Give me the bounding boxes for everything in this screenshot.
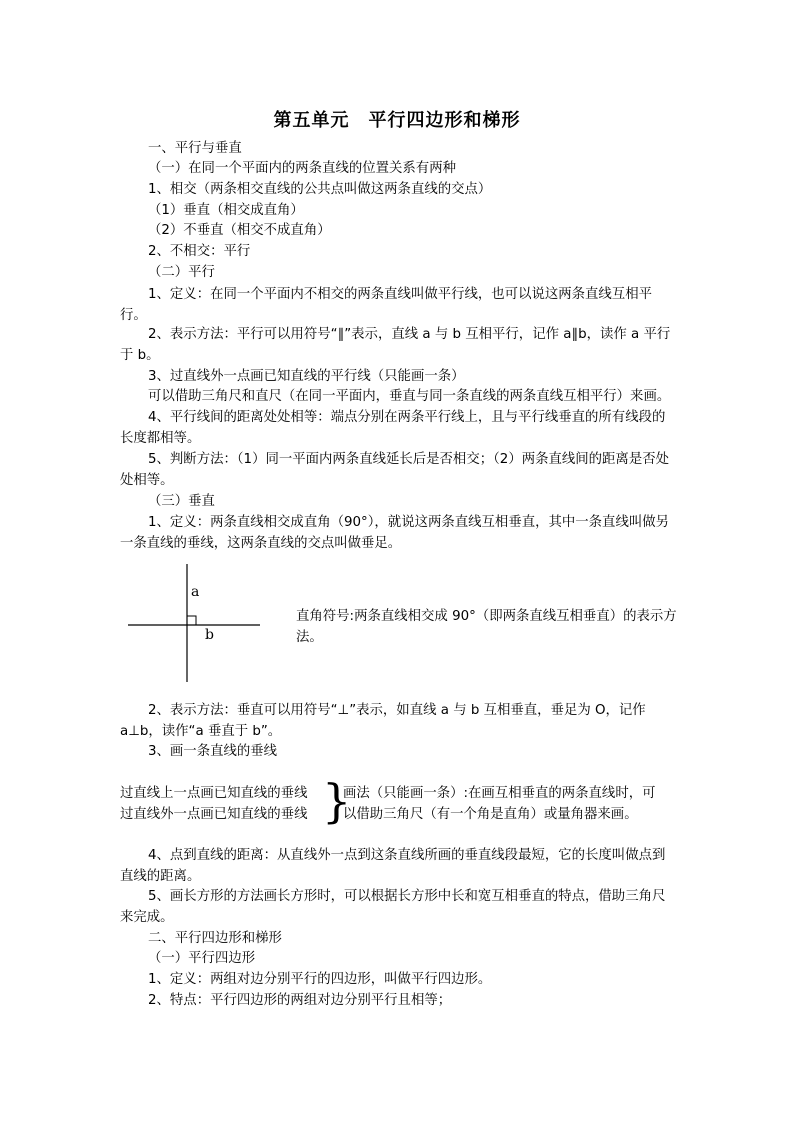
text-line: 可以借助三角尺和直尺（在同一平面内，垂直与同一条直线的两条直线互相平行）来画。 — [148, 389, 671, 404]
subsection-heading: （二）平行 — [148, 265, 215, 280]
brace-symbol: } — [322, 774, 352, 828]
subsection-heading: （一）平行四边形 — [148, 951, 256, 966]
paragraph: 4、点到直线的距离：从直线外一点到这条直线所画的垂直线段最短，它的长度叫做点到直线的距离。 — [120, 848, 666, 884]
text-line: （1）垂直（相交成直角） — [148, 203, 304, 218]
text-line: （2）不垂直（相交不成直角） — [148, 223, 331, 238]
paragraph: 1、定义：两条直线相交成直角（90°），就说这两条直线互相垂直，其中一条直线叫做另一条直线的垂线，这两条直线的交点叫做垂足。 — [120, 515, 670, 551]
method-line: 以借助三角尺（有一个角是直角）或量角器来画。 — [343, 807, 638, 822]
perpendicular-lines-figure — [128, 562, 263, 684]
paragraph: 1、定义：在同一个平面内不相交的两条直线叫做平行线，也可以说这两条直线互相平行。 — [120, 287, 652, 323]
text-line: 2、特点：平行四边形的两组对边分别平行且相等； — [148, 993, 452, 1008]
text-line: 2、不相交：平行 — [148, 244, 251, 259]
paragraph: 2、表示方法：垂直可以用符号“⊥”表示，如直线 a 与 b 互相垂直，垂足为 O，记作 a⊥b，读作“a 垂直于 b”。 — [120, 703, 646, 739]
text-line: 1、相交（两条相交直线的公共点叫做这两条直线的交点） — [148, 182, 492, 197]
method-line: 过直线外一点画已知直线的垂线 — [120, 807, 308, 822]
paragraph: 5、画长方形的方法画长方形时，可以根据长方形中长和宽互相垂直的特点，借助三角尺来完成。 — [120, 889, 666, 925]
subsection-heading: （三）垂直 — [148, 494, 215, 509]
text-line: 1、定义：两组对边分别平行的四边形，叫做平行四边形。 — [148, 972, 492, 987]
text-line: 3、过直线外一点画已知直线的平行线（只能画一条） — [148, 369, 465, 384]
figure-caption: 直角符号:两条直线相交成 90°（即两条直线互相垂直）的表示方法。 — [296, 609, 677, 645]
section-heading: 一、平行与垂直 — [148, 141, 242, 156]
label-b: b — [205, 627, 214, 643]
page-title: 第五单元 平行四边形和梯形 — [273, 110, 521, 131]
paragraph: 5、判断方法：（1）同一平面内两条直线延长后是否相交；（2）两条直线间的距离是否处处相等。 — [120, 452, 669, 488]
section-heading: 二、平行四边形和梯形 — [148, 931, 282, 946]
paragraph: 4、平行线间的距离处处相等：端点分别在两条平行线上，且与平行线垂直的所有线段的长度都相等。 — [120, 410, 666, 446]
method-line: 过直线上一点画已知直线的垂线 — [120, 786, 308, 801]
text-line: 3、画一条直线的垂线 — [148, 744, 278, 759]
label-a: a — [191, 584, 200, 600]
method-line: 画法（只能画一条）:在画互相垂直的两条直线时，可 — [343, 786, 656, 801]
subsection-heading: （一）在同一个平面内的两条直线的位置关系有两种 — [148, 161, 456, 176]
right-angle-mark — [187, 616, 196, 625]
paragraph: 2、表示方法：平行可以用符号“∥”表示，直线 a 与 b 互相平行，记作 a∥b，读作 a 平行于 b。 — [120, 327, 671, 363]
